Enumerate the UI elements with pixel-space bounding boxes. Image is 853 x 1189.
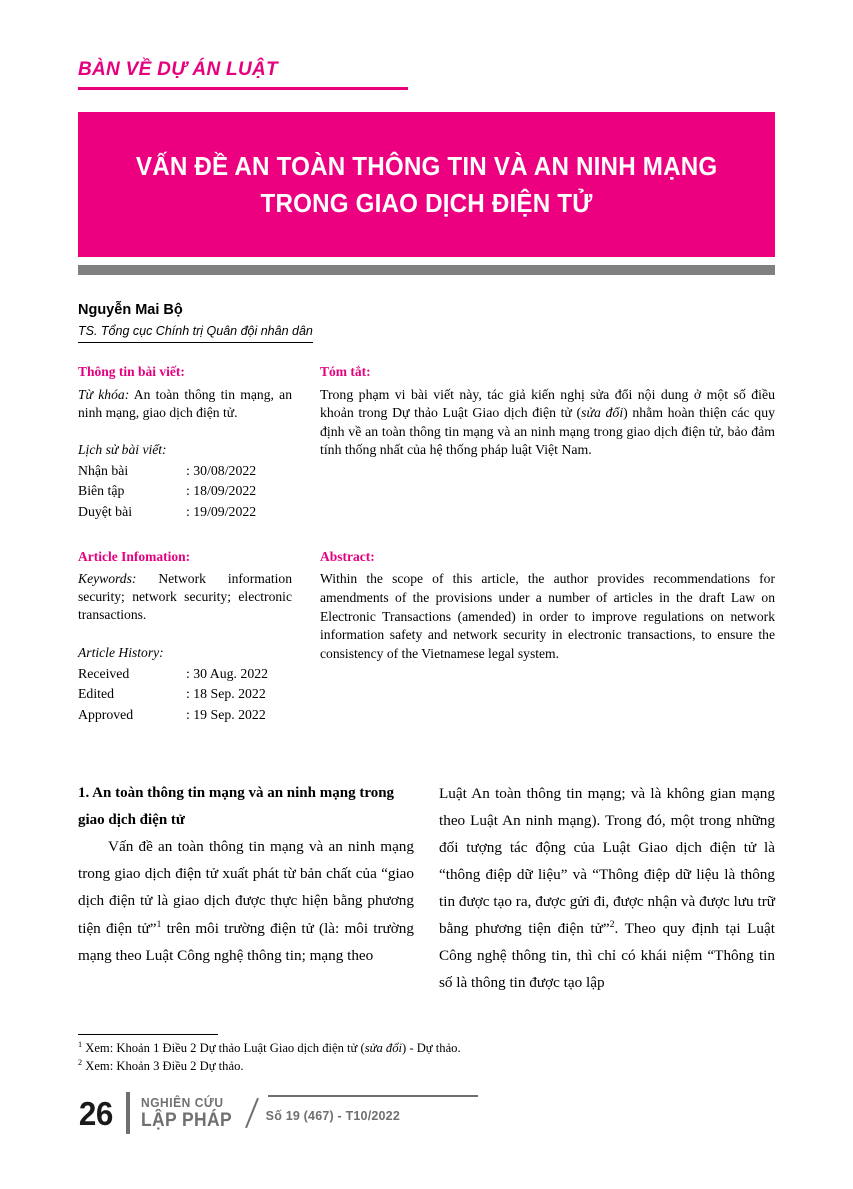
metadata-row-english [78,548,775,726]
history-en-label-2: Approved [78,706,134,722]
history-vi-value-2: : 19/09/2022 [186,504,257,520]
footnote-1-text-part-2: ) - Dự thảo. [402,1041,461,1055]
kicker-label: BÀN VỀ DỰ ÁN LUẬT [78,59,278,80]
table-row [78,664,268,685]
author-name: Nguyễn Mai Bộ [78,302,183,318]
footer-divider [126,1092,130,1134]
banner-gray-bar [78,265,775,275]
table-row [78,684,268,705]
metadata-row-vietnamese [78,363,775,523]
author-affiliation: TS. Tổng cục Chính trị Quân đội nhân dân [78,323,313,343]
footnote-ref-2[interactable]: 2 [609,919,615,931]
abstract-vi-text [320,386,775,460]
history-vi-label-0: Nhận bài [78,462,129,478]
body-paragraph-right [439,780,775,996]
body-left-part-1: Vấn đề an toàn thông tin mạng và an ninh mạng trong giao dịch điện tử xuất phát từ bản chất của “giao dịch điện tử là giao dịch được thực hiện bằng phương tiện điện tử” [78,838,414,937]
title-banner [78,112,775,257]
body-right-part-2: . Theo quy định tại Luật Công nghệ thông tin, thì chỉ có khái niệm “Thông tin số là thông tin được tạo lập [439,920,775,992]
body-paragraph-left [78,833,414,968]
issue-rule [268,1095,478,1097]
history-vi-value-0: : 30/08/2022 [186,462,257,478]
footnote-1-emphasis: sửa đổi [364,1041,403,1055]
journal-logo-line-2: LẬP PHÁP [140,1110,232,1131]
history-en-value-1: : 18 Sep. 2022 [186,686,266,702]
article-info-en [78,548,306,726]
body-right-part-1: Luật An toàn thông tin mạng; và là không gian mạng theo Luật An ninh mạng). Trong đó, một trong những đối tượng tác động của Luật Giao dịch điện tử là “thông điệp dữ liệu” và “Thông điệp dữ liệu là thông tin được tạo ra, được gửi đi, được nhận và được lưu trữ bằng phương tiện điện tử” [439,785,775,938]
history-en-table [78,664,268,726]
footnote-1-marker: 1 [78,1039,83,1049]
section-heading-1: 1. An toàn thông tin mạng và an ninh mạng trong giao dịch điện tử [78,785,395,828]
author-block [78,300,478,343]
keywords-vi-value: An toàn thông tin mạng, an ninh mạng, giao dịch điện tử. [78,386,293,420]
abstract-vi-emphasis: sửa đổi [581,405,624,421]
abstract-en-text: Within the scope of this article, the author provides recommendations for amendments of the provisions under a number of articles in the draft Law on Electronic Transactions (amended) in order to improve regulations on network information safety and network security in electronic transactions, to ensure the consistency of the Vietnamese legal system. [320,571,775,661]
history-en-value-2: : 19 Sep. 2022 [186,706,266,722]
history-vi-label-1: Biên tập [78,483,125,499]
page-footer [78,1092,578,1134]
metadata-grid [78,363,775,726]
footnote-1-text-part-1: Xem: Khoản 1 Điều 2 Dự thảo Luật Giao dịch điện tử ( [82,1041,365,1055]
issue-info: Số 19 (467) - T10/2022 [265,1109,400,1123]
table-row [78,481,256,502]
keywords-en [78,570,292,624]
journal-logo [141,1096,240,1130]
abstract-vi [320,363,775,523]
abstract-en [320,548,775,726]
abstract-vi-text-part-2: ) nhằm hoàn thiện các quy định về an toàn thông tin mạng và an ninh mạng trong giao dịch điện tử, bảo đảm tính thống nhất của hệ thống pháp luật Việt Nam. [320,405,775,457]
keywords-en-value: Network information security; network security; electronic transactions. [78,571,292,623]
body-column-left [78,780,414,996]
issue-info-wrap [266,1101,400,1125]
body-columns [78,780,775,996]
keywords-vi [78,386,292,422]
history-en-title: Article History: [78,644,164,660]
article-title-line-1: VẤN ĐỀ AN TOÀN THÔNG TIN VÀ AN NINH MẠNG [135,150,718,181]
history-en-label-1: Edited [78,686,115,702]
article-info-vi [78,363,306,523]
history-vi-value-1: : 18/09/2022 [186,483,257,499]
history-vi-table [78,461,256,523]
abstract-en-heading: Abstract: [320,548,375,564]
footnote-rule [78,1034,218,1035]
table-row [78,502,256,523]
footnote-ref-1[interactable]: 1 [156,918,162,930]
page-number: 26 [78,1094,113,1132]
history-en-value-0: : 30 Aug. 2022 [186,665,269,681]
journal-logo-line-1: NGHIÊN CỨU [140,1095,224,1110]
keywords-vi-label: Từ khóa: [78,386,130,402]
article-info-en-heading: Article Infomation: [78,548,191,564]
kicker-rule [78,87,408,90]
table-row [78,461,256,482]
footnote-2-text-part-1: Xem: Khoản 3 Điều 2 Dự thảo. [82,1058,244,1073]
keywords-en-label: Keywords: [78,571,137,587]
footnote-2-marker: 2 [78,1057,83,1067]
abstract-vi-text-part-1: Trong phạm vi bài viết này, tác giả kiến nghị sửa đổi nội dung ở một số điều khoản trong Dự thảo Luật Giao dịch điện tử ( [320,386,775,421]
history-vi-title: Lịch sử bài viết: [78,441,167,457]
body-left-part-2: trên môi trường điện tử (là: môi trường mạng theo Luật Công nghệ thông tin; mạng theo [78,919,414,964]
table-row [78,705,268,726]
footnote-1 [78,1040,678,1058]
article-info-vi-heading: Thông tin bài viết: [78,364,185,379]
footnotes-block [78,1034,678,1076]
article-title-line-2: TRONG GIAO DỊCH ĐIỆN TỬ [260,187,593,218]
section-kicker [78,60,408,90]
footnote-2 [78,1058,678,1076]
history-vi-label-2: Duyệt bài [78,504,133,520]
footer-slash-icon [242,1093,264,1133]
body-column-right [439,780,775,996]
history-en-label-0: Received [78,665,130,681]
abstract-vi-heading: Tóm tắt: [320,364,371,379]
